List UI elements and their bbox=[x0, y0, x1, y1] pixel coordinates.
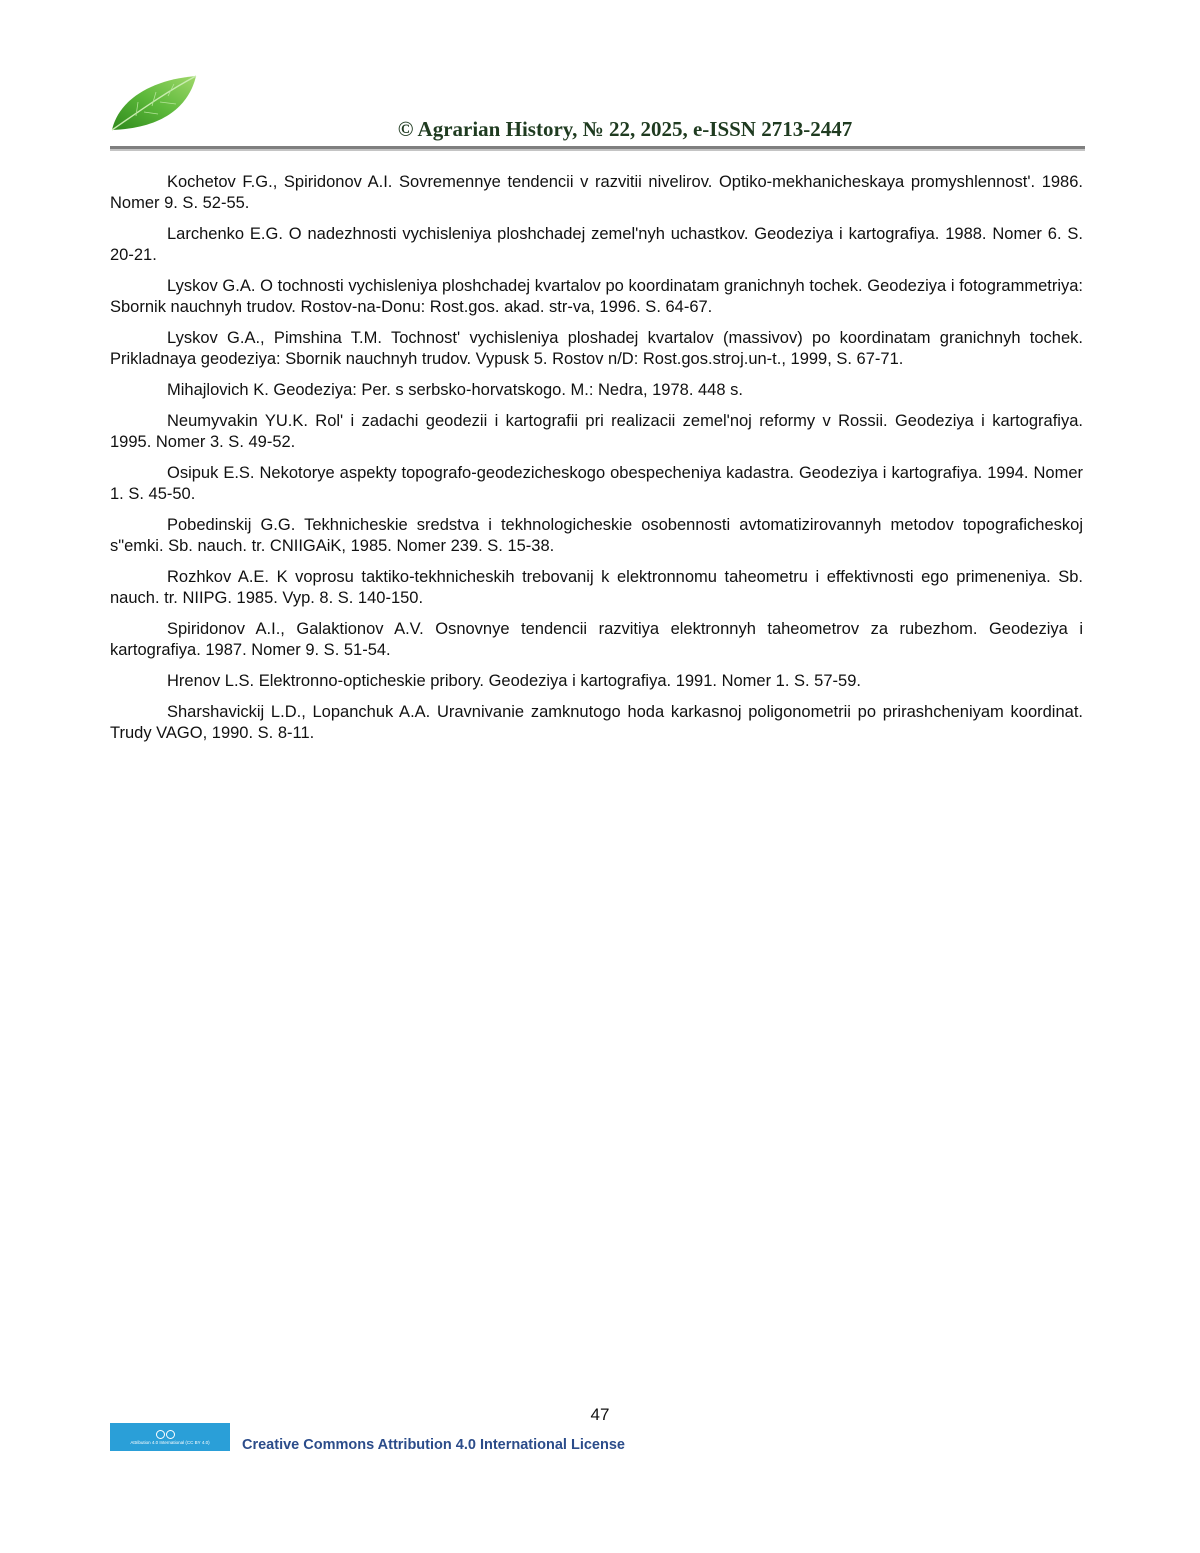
reference-entry: Pobedinskij G.G. Tekhnicheskie sredstva i tekhnologicheskie osobennosti avtomatizirovannyh metodov topograficheskoj s"emki. Sb. nauch. tr. CNIIGAiK, 1985. Nomer 239. S. 15-38. bbox=[110, 516, 1083, 555]
reference-entry: Hrenov L.S. Elektronno-opticheskie pribory. Geodeziya i kartografiya. 1991. Nomer 1. S. 57-59. bbox=[167, 672, 861, 690]
reference-entry: Neumyvakin YU.K. Rol' i zadachi geodezii i kartografii pri realizacii zemel'noj reformy v Rossii. Geodeziya i kartografiya. 1995. Nomer 3. S. 49-52. bbox=[110, 412, 1083, 451]
cc-license-badge[interactable] bbox=[110, 1423, 230, 1451]
reference-entry: Lyskov G.A., Pimshina T.M. Tochnost' vychisleniya ploshadej kvartalov (massivov) po koordinatam granichnyh tochek. Prikladnaya geodeziya: Sbornik nauchnyh trudov. Vypusk 5. Rostov n/D: Rost.gos.stroj.un-t., 1999, S. 67-71. bbox=[110, 329, 1083, 368]
journal-title: © Agrarian History, № 22, 2025, e-ISSN 2713-2447 bbox=[397, 117, 853, 141]
license-link[interactable]: Creative Commons Attribution 4.0 International License bbox=[242, 1437, 625, 1453]
header-divider-shadow bbox=[110, 149, 1085, 151]
reference-entry: Sharshavickij L.D., Lopanchuk A.A. Uravnivanie zamknutogo hoda karkasnoj poligonometrii po prirashcheniyam koordinat. Trudy VAGO, 1990. S. 8-11. bbox=[110, 703, 1083, 742]
reference-entry: Kochetov F.G., Spiridonov A.I. Sovremennye tendencii v razvitii nivelirov. Optiko-mekhanicheskaya promyshlennost'. 1986. Nomer 9. S. 52-55. bbox=[110, 173, 1083, 212]
cc-badge-text: Attribution 4.0 International (CC BY 4.0) bbox=[130, 1440, 210, 1445]
reference-entry: Larchenko E.G. O nadezhnosti vychisleniya ploshchadej zemel'nyh uchastkov. Geodeziya i kartografiya. 1988. Nomer 6. S. 20-21. bbox=[110, 225, 1083, 264]
reference-list bbox=[110, 172, 1083, 754]
reference-entry: Mihajlovich K. Geodeziya: Per. s serbsko-horvatskogo. M.: Nedra, 1978. 448 s. bbox=[167, 381, 743, 399]
reference-entry: Lyskov G.A. O tochnosti vychisleniya ploshchadej kvartalov po koordinatam granichnyh tochek. Geodeziya i fotogrammetriya: Sbornik nauchnyh trudov. Rostov-na-Donu: Rost.gos. akad. str-va, 1996. S. 64-67. bbox=[110, 277, 1083, 316]
reference-entry: Rozhkov A.E. K voprosu taktiko-tekhnicheskih trebovanij k elektronnomu taheometru i effektivnosti ego primeneniya. Sb. nauch. tr. NIIPG. 1985. Vyp. 8. S. 140-150. bbox=[110, 568, 1083, 607]
reference-entry: Osipuk E.S. Nekotorye aspekty topografo-geodezicheskogo obespecheniya kadastra. Geodeziya i kartografiya. 1994. Nomer 1. S. 45-50. bbox=[110, 464, 1083, 503]
reference-entry: Spiridonov A.I., Galaktionov A.V. Osnovnye tendencii razvitiya elektronnyh taheometrov za rubezhom. Geodeziya i kartografiya. 1987. Nomer 9. S. 51-54. bbox=[110, 620, 1083, 659]
page-number: 47 bbox=[590, 1405, 610, 1424]
